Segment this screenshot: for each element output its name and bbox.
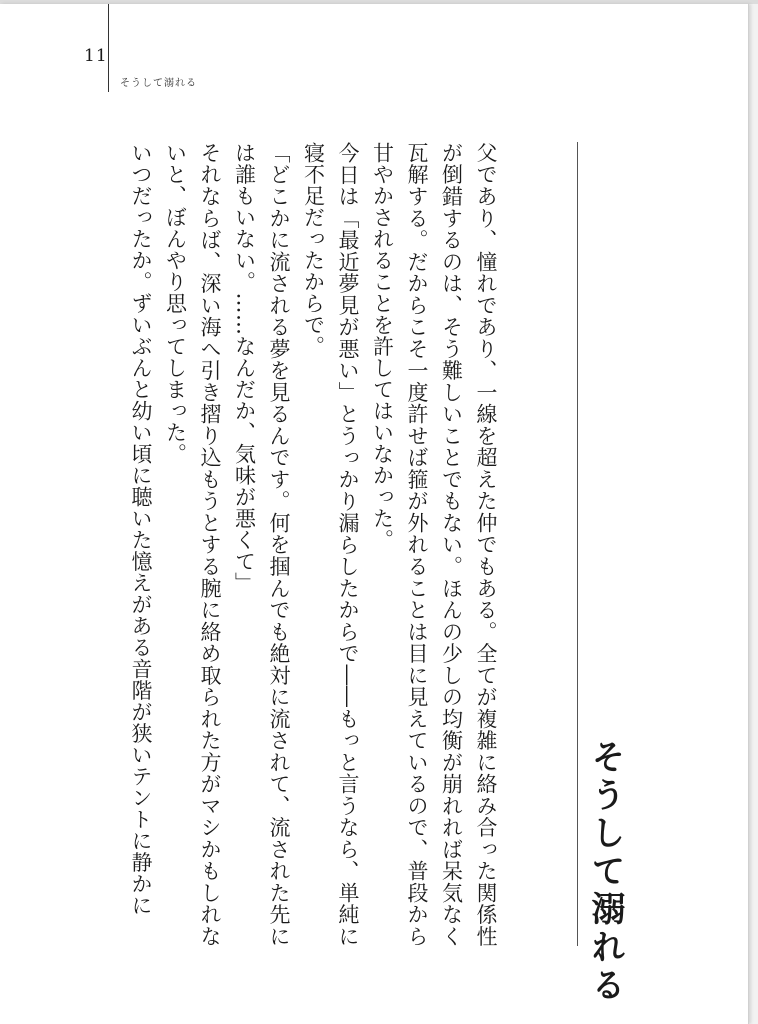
- paragraph-3: 「どこかに流される夢を見るんです。何を掴んでも絶対に流されて、流された先には誰もいない。……なんだか、気味が悪くて」: [232, 142, 291, 948]
- body-text: [108, 142, 503, 947]
- chapter-rule: [577, 142, 578, 946]
- book-page: [0, 4, 749, 1024]
- chapter-title: そうして溺れる: [585, 739, 625, 1005]
- paragraph-4: それならば、深い海へ引き摺り込もうとする腕に絡め取られた方がマシかもしれないと、ぼんやり思ってしまった。: [163, 142, 222, 947]
- paragraph-1: 父であり、憧れであり、一線を超えた仲でもある。全てが複雑に絡み合った関係性が倒錯するのは、そう難しいことでもない。ほんの少しの均衡が崩れれば呆気なく瓦解する。だからこそ一度許せば箍が外れることは目に見えているので、普段から甘やかされることを許してはいなかった。: [370, 142, 498, 948]
- paragraph-5: いつだったか。ずいぶんと幼い頃に聴いた憶えがある音階が狭いテントに静かに: [129, 142, 153, 916]
- page-number: 11: [84, 46, 108, 66]
- running-head: そうして溺れる: [120, 78, 197, 89]
- paragraph-2: 今日は「最近夢見が悪い」とうっかり漏らしたからで――もっと言うなら、単純に寝不足だったからで。: [301, 142, 360, 947]
- header-rule: [108, 4, 109, 92]
